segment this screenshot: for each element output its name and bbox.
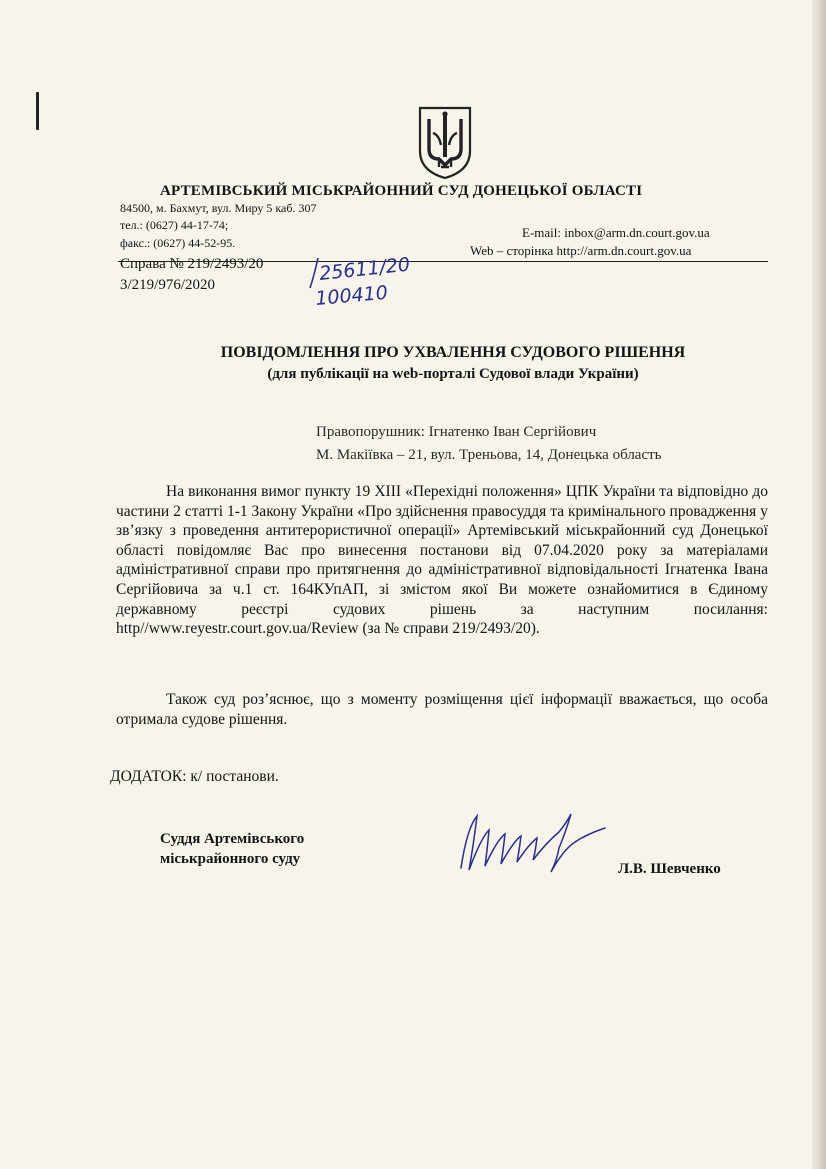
judge-name: Л.В. Шевченко (618, 861, 721, 877)
notice-body (116, 482, 768, 639)
notice-subtitle: (для публікації на web-порталі Судової влади України) (267, 366, 639, 382)
judge-title-line2: міськрайонного суду (160, 851, 301, 867)
case-number: Справа № 219/2493/20 (120, 256, 264, 272)
handwritten-registration-note (300, 252, 430, 312)
judge-signature (455, 808, 620, 878)
offender-address: М. Макіївка – 21, вул. Треньова, 14, Донецька область (316, 447, 662, 463)
body-paragraph-2: Також суд роз’яснює, що з моменту розміщення цієї інформації вважається, що особа отримала судове рішення. (116, 691, 768, 728)
judge-title-line1: Суддя Артемівського (160, 831, 305, 847)
offender-name: Правопорушник: Ігнатенко Іван Сергійович (316, 424, 597, 440)
scan-mark (36, 92, 39, 130)
proceeding-number: 3/219/976/2020 (120, 277, 216, 293)
court-fax: факс.: (0627) 44-52-95. (120, 236, 236, 250)
court-email: E-mail: inbox@arm.dn.court.gov.ua (522, 225, 710, 240)
body-paragraph-1: На виконання вимог пункту 19 ХІІІ «Перехідні положення» ЦПК України та відповідно до частини 2 статті 1-1 Закону України «Про здійснення правосуддя та кримінального провадження у зв’язку з проведення антитерористичної операції» Артемівський міськрайонний суд Донецької області повідомляє Вас про винесення постанови від 07.04.2020 року за матеріалами адміністративної справи про притягнення до адміністративної відповідальності Ігнатенка Івана Сергійовича за ч.1 ст. 164КУпАП, зі змістом якої Ви можете ознайомитися в Єдиному державному реєстрі судових рішень за наступним посилання: http//www.reyestr.court.gov.ua/Review (за № справи 219/2493/20). (116, 483, 768, 638)
court-address: 84500, м. Бахмут, вул. Миру 5 каб. 307 (120, 201, 317, 215)
handnote-line2: 100410 (314, 281, 389, 310)
handnote-line1: 25611/20 (318, 253, 412, 285)
court-name: АРТЕМІВСЬКИЙ МІСЬКРАЙОННИЙ СУД ДОНЕЦЬКОЇ ОБЛАСТІ (160, 183, 643, 199)
trident-emblem-icon (417, 105, 473, 181)
court-website: Web – сторінка http://arm.dn.court.gov.ua (470, 243, 692, 258)
court-phone: тел.: (0627) 44-17-74; (120, 218, 229, 232)
notice-title: ПОВІДОМЛЕННЯ ПРО УХВАЛЕННЯ СУДОВОГО РІШЕННЯ (220, 344, 686, 361)
scan-edge (812, 0, 826, 1169)
addendum: ДОДАТОК: к/ постанови. (110, 768, 279, 785)
